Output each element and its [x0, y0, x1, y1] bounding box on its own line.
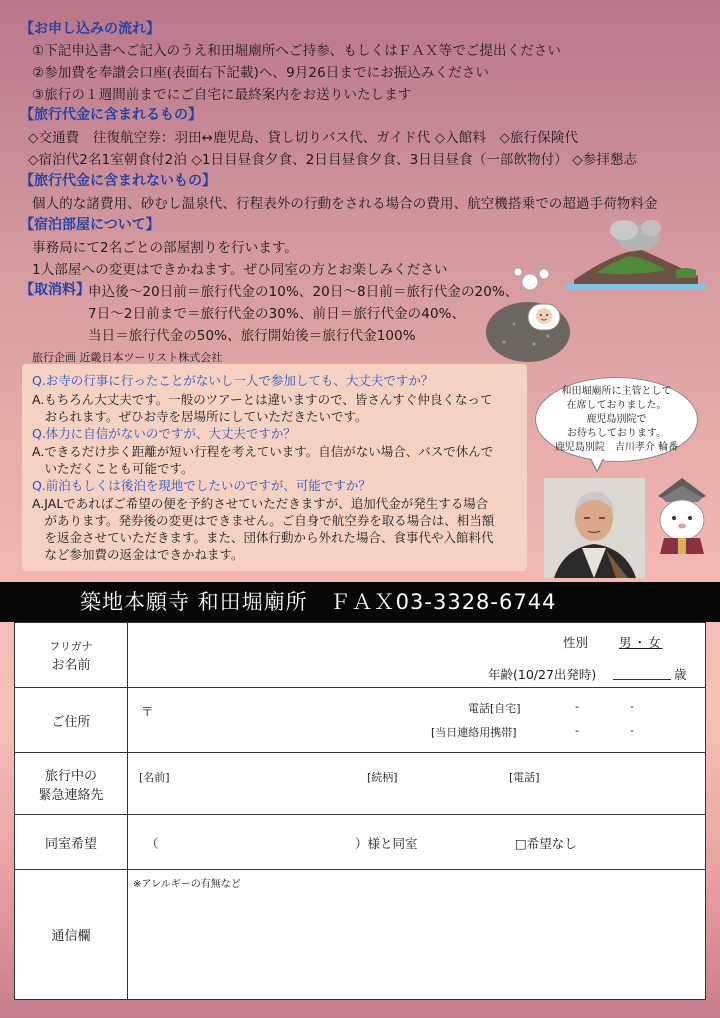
faq-question-3: Q.前泊もしくは後泊を現地でしたいのですが、可能ですか？ [32, 478, 371, 493]
notes-label: 通信欄 [51, 929, 91, 944]
fax-bar: 築地本願寺 和田堀廟所 ＦＡＸ03-3328-6744 [0, 582, 720, 622]
faq-answer-2-line-1: A.できるだけ歩く距離が短い行程を考えています。自信がない場合、バスで休んで [32, 444, 494, 459]
form-row-emergency [15, 753, 705, 815]
postal-mark: 〒 [141, 704, 154, 719]
included-heading: 【旅行代金に含まれるもの】 [20, 107, 202, 123]
faq-answer-3-line-2: があります。発券後の変更はできません。ご自身で航空券を取る場合は、相当額 [32, 513, 495, 528]
flow-heading: 【お申し込みの流れ】 [20, 21, 160, 37]
emergency-name-label: [名前] [139, 771, 170, 784]
included-line-2: ◇宿泊代2名1室朝食付2泊 ◇1日目昼食夕食、2日目昼食夕食、3日目昼食（一部飲物付） ◇参拝懇志 [28, 152, 638, 168]
name-label-cell [15, 623, 128, 687]
rooms-line-1: 事務局にて2名ごとの部屋割りを行います。 [32, 240, 299, 256]
flow-step-3: ③旅行の１週間前までにご自宅に最終案内をお送りいたします [32, 87, 412, 103]
excluded-line: 個人的な諸費用、砂むし温泉代、行程表外の行動をされる場合の費用、航空機搭乗での超過手荷物料金 [32, 196, 658, 212]
phone-home-label: 電話[自宅] [468, 702, 521, 715]
rooms-heading: 【宿泊部屋について】 [20, 217, 160, 233]
cancel-heading: 【取消料】 [20, 282, 90, 298]
emergency-phone-label: [電話] [509, 771, 540, 784]
phone-mobile-label: [当日連絡用携帯] [431, 726, 517, 739]
cancel-line-3: 当日＝旅行代金の50%、旅行開始後＝旅行代金100% [88, 328, 416, 344]
mascot-illustration [648, 474, 716, 558]
roommate-input[interactable] [165, 830, 355, 852]
priest-photo [544, 478, 645, 578]
sand-bath-illustration [484, 264, 576, 364]
faq-question-2: Q.体力に自信がないのですが、大丈夫ですか？ [32, 426, 296, 441]
bubble-line-3: 鹿児島別院で [586, 414, 647, 425]
faq-answer-1-line-1: A.もちろん大丈夫です。一般のツアーとは違いますので、皆さんすぐ仲良くなって [32, 392, 493, 407]
phone-home-dash-1: - [575, 700, 579, 713]
cancel-line-1: 申込後～20日前＝旅行代金の10%、20日～8日前＝旅行代金の20%、 [88, 284, 519, 300]
roommate-close-paren: ）様と同室 [355, 836, 418, 851]
excluded-heading: 【旅行代金に含まれないもの】 [20, 173, 216, 189]
faq-answer-3-line-4: など参加費の返金はできかねます。 [32, 547, 244, 562]
emergency-relation-label: [続柄] [367, 771, 398, 784]
speech-bubble [535, 377, 698, 462]
phone-home-dash-2: - [630, 700, 634, 713]
roommate-open-paren: （ [146, 836, 159, 851]
bubble-line-5: 鹿児島別院 吉川孝介 輪番 [554, 442, 679, 453]
age-label: 年齢(10/27出発時) [488, 667, 597, 682]
rooms-line-2: 1人部屋への変更はできかねます。ぜひ同室の方とお楽しみください [32, 262, 448, 278]
emergency-label-cell [15, 753, 128, 814]
organizer: 旅行企画 近畿日本ツーリスト株式会社 [32, 351, 223, 364]
notes-label-cell [15, 870, 128, 999]
emergency-label-2: 緊急連絡先 [38, 787, 104, 803]
faq-answer-3-line-1: A.JALであればご希望の便を予約させていただきますが、追加代金が発生する場合 [32, 496, 489, 511]
bubble-tail-inner [591, 458, 603, 470]
faq-box [22, 364, 527, 571]
name-label: お名前 [51, 657, 91, 673]
age-input[interactable] [613, 665, 671, 680]
bubble-line-2: 在席しておりました。 [566, 400, 667, 411]
volcano-illustration [566, 218, 706, 290]
bubble-line-1: 和田堀廟所に主管として [561, 386, 672, 397]
cancel-line-2: 7日～2日前まで＝旅行代金の30%、前日＝旅行代金の40%、 [88, 306, 466, 322]
age-unit: 歳 [674, 667, 687, 682]
application-form [14, 622, 706, 1000]
address-label-cell [15, 688, 128, 752]
flow-step-1: ①下記申込書へご記入のうえ和田堀廟所へご持参、もしくはＦＡＸ等でご提出ください [32, 43, 562, 59]
emergency-label-1: 旅行中の [44, 768, 97, 784]
roommate-label-cell [15, 815, 128, 869]
furigana-label: フリガナ [49, 639, 93, 653]
form-row-name [15, 623, 705, 688]
included-line-1: ◇交通費 往復航空券：羽田↔鹿児島、貸し切りバス代、ガイド代 ◇入館料 ◇旅行保険代 [28, 130, 579, 146]
faq-answer-2-line-2: いただくことも可能です。 [32, 461, 194, 476]
form-row-notes [15, 870, 705, 999]
roommate-label: 同室希望 [44, 836, 97, 852]
notes-input-area[interactable] [133, 890, 693, 990]
faq-question-1: Q.お寺の行事に行ったことがないし一人で参加しても、大丈夫ですか？ [32, 373, 434, 388]
notes-hint: ※アレルギーの有無など [133, 879, 241, 890]
phone-mobile-dash-1: - [575, 724, 579, 737]
bubble-line-4: お待ちしております。 [566, 428, 667, 439]
phone-mobile-dash-2: - [630, 724, 634, 737]
form-row-address [15, 688, 705, 753]
flow-step-2: ②参加費を奉讃会口座(表面右下記載)へ、9月26日までにお振込みください [32, 65, 490, 81]
faq-answer-1-line-2: おられます。ぜひお寺を居場所にしていただきたいです。 [32, 409, 368, 424]
address-label: ご住所 [51, 714, 91, 730]
gender-label: 性別 [563, 635, 589, 650]
form-row-roommate [15, 815, 705, 870]
gender-options[interactable]: 男・女 [619, 635, 663, 650]
no-preference-checkbox[interactable]: □希望なし [515, 836, 577, 851]
faq-answer-3-line-3: を返金させていただきます。また、団体行動から外れた場合、食事代や入館料代 [32, 530, 494, 545]
